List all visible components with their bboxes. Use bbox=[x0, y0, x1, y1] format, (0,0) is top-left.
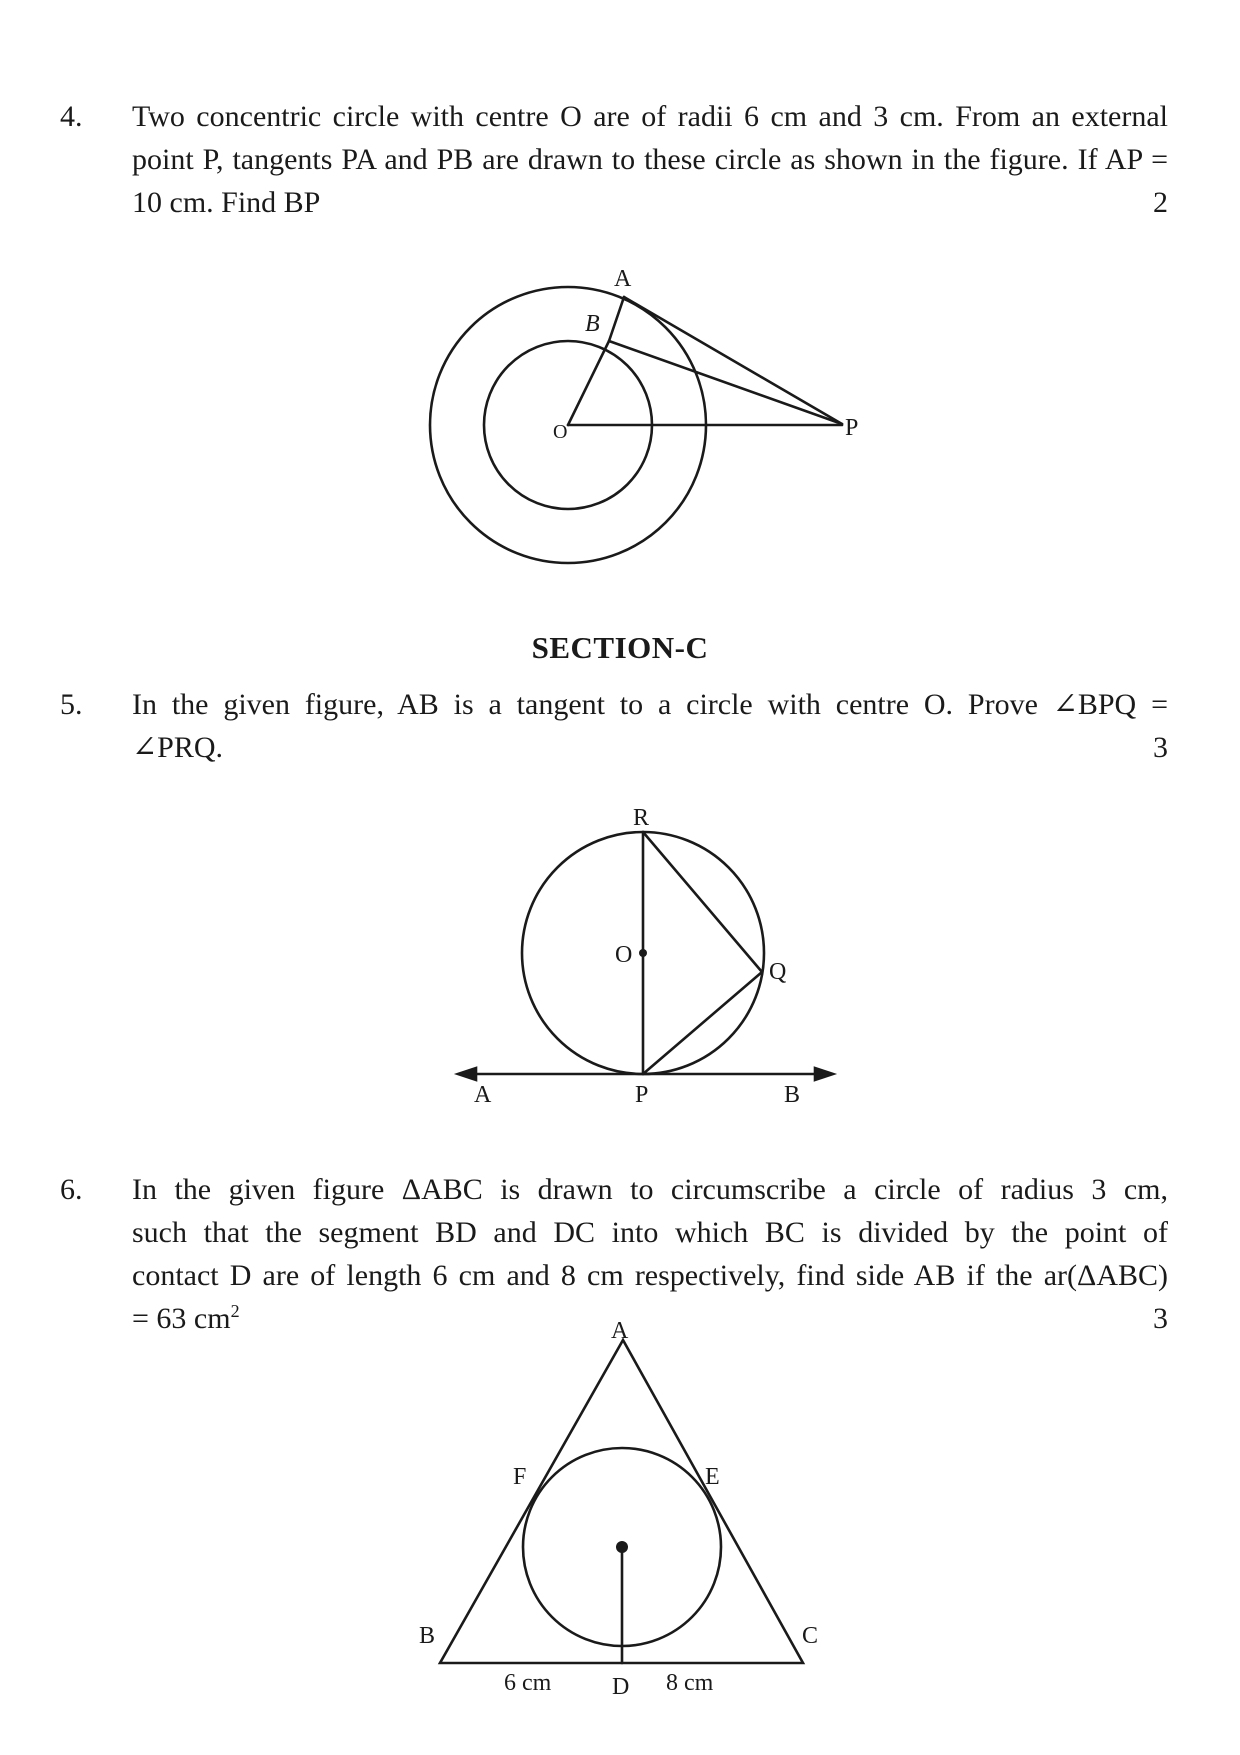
section-heading: SECTION-C bbox=[531, 630, 709, 665]
tangent-PA bbox=[624, 297, 842, 424]
label-O: O bbox=[553, 421, 568, 443]
tangent-PB bbox=[609, 341, 842, 424]
question-line: Two concentric circle with centre O are of radii 6 cm and 3 cm. From an external bbox=[132, 100, 1168, 133]
label-DC-length: 8 cm bbox=[666, 1670, 714, 1696]
label-BD-length: 6 cm bbox=[504, 1670, 552, 1696]
area-unit-exponent: 2 bbox=[230, 1301, 240, 1321]
chord-RQ bbox=[643, 832, 762, 972]
label-E: E bbox=[705, 1464, 720, 1490]
question-line: In the given figure ΔABC is drawn to circumscribe a circle of radius 3 cm, bbox=[132, 1173, 1168, 1206]
question-line: point P, tangents PA and PB are drawn to these circle as shown in the figure. If AP = bbox=[132, 143, 1168, 176]
segment-OB bbox=[568, 341, 609, 425]
label-R: R bbox=[633, 805, 650, 831]
incentre-dot bbox=[616, 1541, 628, 1553]
figure-concentric-circles bbox=[430, 287, 842, 563]
arrow-right-icon bbox=[815, 1068, 833, 1080]
label-F: F bbox=[513, 1464, 527, 1490]
label-D: D bbox=[612, 1674, 630, 1700]
question-line: ∠PRQ. bbox=[132, 731, 223, 764]
marks: 3 bbox=[1153, 731, 1168, 764]
label-A: A bbox=[614, 266, 632, 292]
area-value: = 63 cm bbox=[132, 1302, 231, 1335]
question-number: 6. bbox=[60, 1173, 83, 1206]
question-line: contact D are of length 6 cm and 8 cm respectively, find side AB if the ar(ΔABC) bbox=[132, 1259, 1168, 1292]
question-line: In the given figure, AB is a tangent to a circle with centre O. Prove ∠BPQ = bbox=[132, 688, 1168, 721]
label-B: B bbox=[419, 1623, 436, 1649]
marks: 2 bbox=[1153, 186, 1168, 219]
label-Q: Q bbox=[769, 959, 787, 985]
label-O: O bbox=[615, 942, 633, 968]
figure-circle-tangent bbox=[458, 832, 833, 1080]
figure-triangle-incircle bbox=[440, 1340, 803, 1663]
segment-BA bbox=[609, 297, 624, 341]
question-number: 5. bbox=[60, 688, 83, 721]
question-number: 4. bbox=[60, 100, 83, 133]
question-line: 10 cm. Find BP bbox=[132, 186, 321, 219]
marks: 3 bbox=[1153, 1302, 1168, 1335]
label-B: B bbox=[585, 311, 600, 337]
label-A: A bbox=[611, 1318, 629, 1344]
label-P: P bbox=[635, 1082, 649, 1108]
label-C: C bbox=[802, 1623, 819, 1649]
arrow-left-icon bbox=[458, 1068, 476, 1080]
question-line: such that the segment BD and DC into which BC is divided by the point of bbox=[132, 1216, 1168, 1249]
centre-O-dot bbox=[639, 949, 647, 957]
label-P: P bbox=[845, 415, 859, 441]
label-A: A bbox=[474, 1082, 492, 1108]
label-B: B bbox=[784, 1082, 801, 1108]
